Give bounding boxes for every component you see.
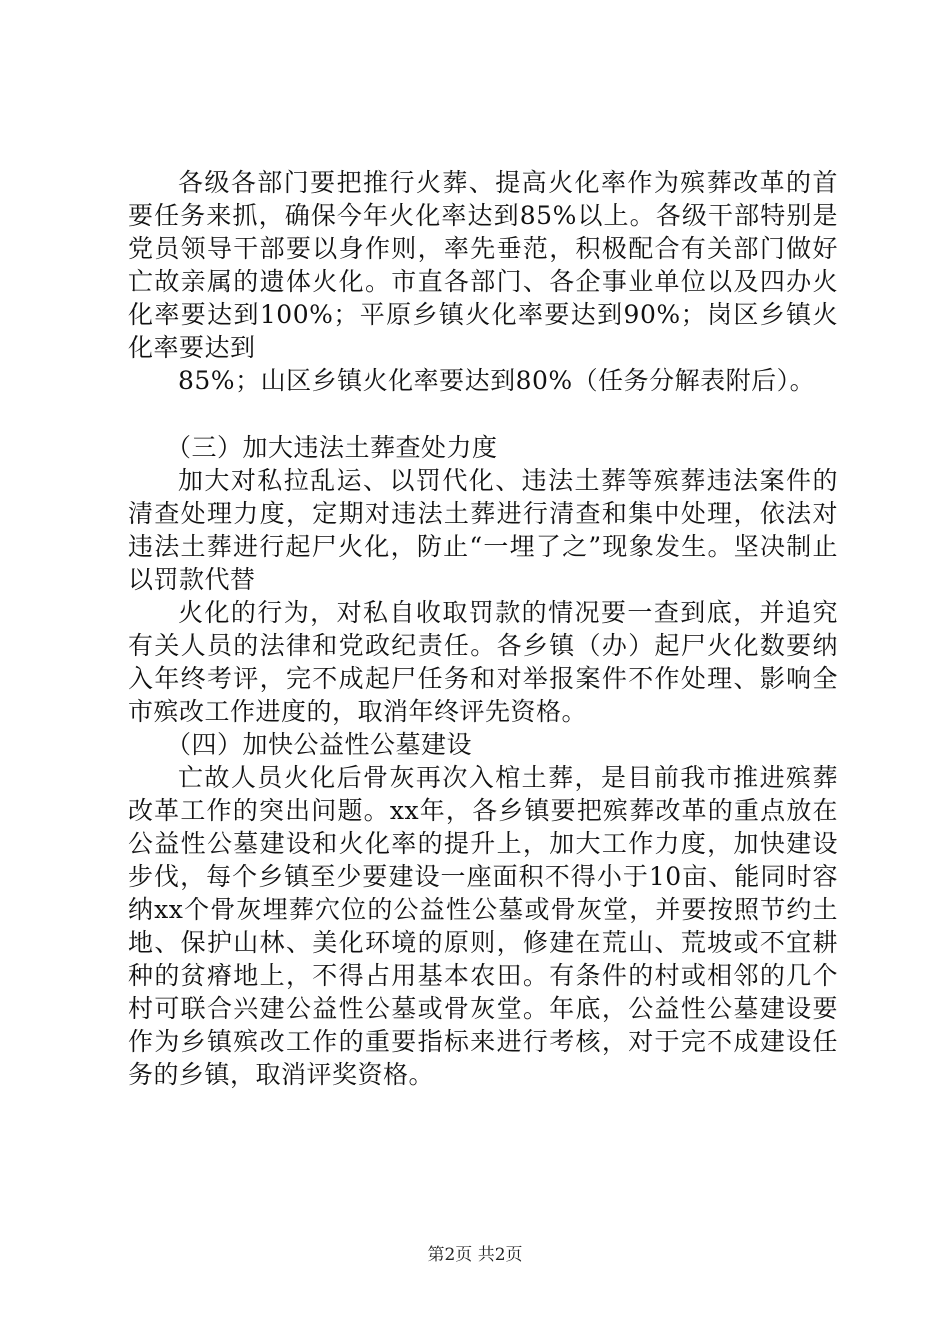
document-body (128, 166, 838, 1091)
paragraph-public-cemetery: 亡故人员火化后骨灰再次入棺土葬，是目前我市推进殡葬改革工作的突出问题。xx年，各乡镇要把殡葬改革的重点放在公益性公墓建设和火化率的提升上，加大工作力度，加快建设步伐，每个乡镇至少要建设一座面积不得小于10亩、能同时容纳xx个骨灰埋葬穴位的公益性公墓或骨灰堂，并要按照节约土地、保护山林、美化环境的原则，修建在荒山、荒坡或不宜耕种的贫瘠地上，不得占用基本农田。有条件的村或相邻的几个村可联合兴建公益性公墓或骨灰堂。年底，公益性公墓建设要作为乡镇殡改工作的重要指标来进行考核，对于完不成建设任务的乡镇，取消评奖资格。 (128, 763, 838, 1089)
paragraph-illegal-burial-continued: 火化的行为，对私自收取罚款的情况要一查到底，并追究有关人员的法律和党政纪责任。各乡镇（办）起尸火化数要纳入年终考评，完不成起尸任务和对举报案件不作处理、影响全市殡改工作进度的，取消年终评先资格。 (128, 598, 838, 726)
section-heading-4: （四）加快公益性公墓建设 (166, 730, 473, 759)
paragraph-cremation-tasks-continued: 85%；山区乡镇火化率要达到80%（任务分解表附后）。 (178, 366, 816, 395)
page-footer: 第2页 共2页 (427, 1245, 523, 1265)
paragraph-illegal-burial: 加大对私拉乱运、以罚代化、违法土葬等殡葬违法案件的清查处理力度，定期对违法土葬进行清查和集中处理，依法对违法土葬进行起尸火化，防止“一埋了之”现象发生。坚决制止以罚款代替 (128, 466, 838, 594)
section-heading-3: （三）加大违法土葬查处力度 (166, 433, 498, 462)
paragraph-cremation-tasks: 各级各部门要把推行火葬、提高火化率作为殡葬改革的首要任务来抓，确保今年火化率达到85%以上。各级干部特别是党员领导干部要以身作则，率先垂范，积极配合有关部门做好亡故亲属的遗体火化。市直各部门、各企事业单位以及四办火化率要达到100%；平原乡镇火化率要达到90%；岗区乡镇火化率要达到 (128, 168, 838, 362)
paragraph-gap (128, 397, 838, 431)
